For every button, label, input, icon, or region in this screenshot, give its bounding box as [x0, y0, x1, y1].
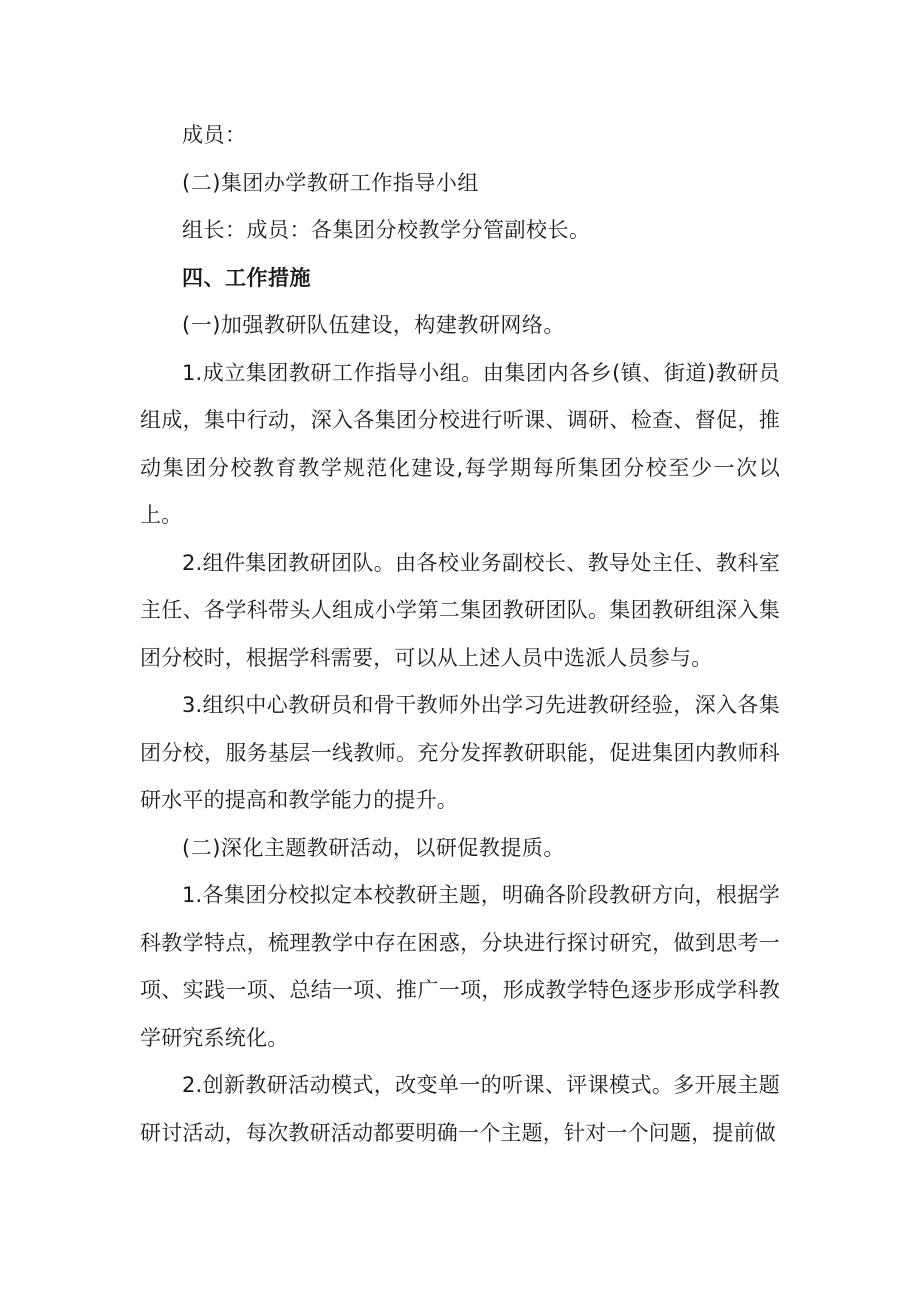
section-heading-work-measures: 四、工作措施 [182, 265, 311, 290]
subsection-team-building: (一)加强教研队伍建设，构建教研网络。 [182, 313, 565, 337]
paragraph-theme-item-1: 1.各集团分校拟定本校教研主题，明确各阶段教研方向，根据学科教学特点，梳理教学中存在困惑，分块进行探讨研究，做到思考一项、实践一项、总结一项、推广一项，形成教学特色逐步形成学科教学研究系统化。 [140, 883, 780, 1050]
paragraph-theme-item-2: 2.创新教研活动模式，改变单一的听课、评课模式。多开展主题研讨活动，每次教研活动都要明确一个主题，针对一个问题，提前做 [140, 1073, 780, 1145]
paragraph-members: 成员： [182, 123, 247, 147]
paragraph-item-2: 2.组件集团教研团队。由各校业务副校长、教导处主任、教科室主任、各学科带头人组成小学第二集团教研团队。集团教研组深入集团分校时，根据学科需要，可以从上述人员中选派人员参与。 [140, 550, 780, 670]
section-guidance-group: (二)集团办学教研工作指导小组 [182, 170, 479, 195]
document-body [140, 112, 780, 1157]
paragraph-group-leader: 组长：成员：各集团分校教学分管副校长。 [182, 218, 591, 242]
subsection-theme-research: (二)深化主题教研活动，以研促教提质。 [182, 835, 565, 860]
paragraph-item-1: 1.成立集团教研工作指导小组。由集团内各乡(镇、街道)教研员组成，集中行动，深入各集团分校进行听课、调研、检查、督促，推动集团分校教育教学规范化建设,每学期每所集团分校至少一次以上。 [140, 360, 780, 527]
paragraph-item-3: 3.组织中心教研员和骨干教师外出学习先进教研经验，深入各集团分校，服务基层一线教师。充分发挥教研职能，促进集团内教师科研水平的提高和教学能力的提升。 [140, 693, 780, 812]
